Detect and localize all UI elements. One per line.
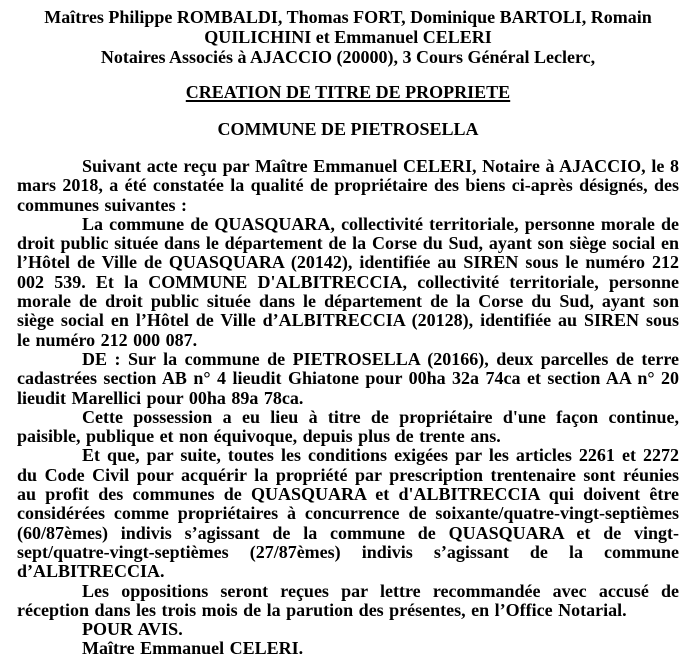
notary-names: Maîtres Philippe ROMBALDI, Thomas FORT, Dominique BARTOLI, Romain QUILICHINI et Emmanuel CELERI (44, 7, 652, 47)
notary-office-header (17, 7, 679, 67)
paragraph-prescription-trentenaire: Et que, par suite, toutes les conditions exigées par les articles 2261 et 2272 du Code Civil pour acquérir la propriété par prescription trentenaire sont réunies au profit des communes de QUASQUARA et d'ALBITRECCIA qui doivent être considérées comme propriétaires à concurrence de soixante/quatre-vingt-septièmes (60/87èmes) indivis s’agissant de la commune de QUASQUARA et de vingt-sept/quatre-vingt-septièmes (27/87èmes) indivis s’agissant de la commune d’ALBITRECCIA. (17, 445, 679, 582)
paragraph-acte-recu: Suivant acte reçu par Maître Emmanuel CELERI, Notaire à AJACCIO, le 8 mars 2018, a été constatée la qualité de propriétaire des biens ci-après désignés, des communes suivantes : (17, 156, 679, 215)
paragraph-parcelles: DE : Sur la commune de PIETROSELLA (20166), deux parcelles de terre cadastrées section AB n° 4 lieudit Ghiatone pour 00ha 32a 74ca et section AA n° 20 lieudit Marellici pour 00ha 89a 78ca. (17, 348, 679, 408)
signature-line: Maître Emmanuel CELERI. (82, 638, 304, 659)
paragraph-oppositions: Les oppositions seront reçues par lettre recommandée avec accusé de réception dans les trois mois de la parution des présentes, en l’Office Notarial. (17, 580, 679, 620)
document-title: CREATION DE TITRE DE PROPRIETE (185, 82, 511, 102)
paragraph-possession: Cette possession a eu lieu à titre de propriétaire d'une façon continue, paisible, publique et non équivoque, depuis plus de trente ans. (17, 406, 679, 447)
document-subtitle: COMMUNE DE PIETROSELLA (217, 119, 479, 139)
document-body (17, 157, 679, 659)
notary-address: Notaires Associés à AJACCIO (20000), 3 Cours Général Leclerc, (100, 47, 596, 67)
pour-avis-line: POUR AVIS. (82, 619, 183, 640)
paragraph-communes-proprietaires: La commune de QUASQUARA, collectivité territoriale, personne morale de droit public située dans le département de la Corse du Sud, ayant son siège social en l’Hôtel de Ville de QUASQUARA (20142), identifiée au SIREN sous le numéro 212 002 539. Et la COMMUNE D'ALBITRECCIA, collectivité territoriale, personne morale de droit public située dans le département de la Corse du Sud, ayant son siège social en l’Hôtel de Ville d’ALBITRECCIA (20128), identifiée au SIREN sous le numéro 212 000 087. (17, 213, 679, 350)
